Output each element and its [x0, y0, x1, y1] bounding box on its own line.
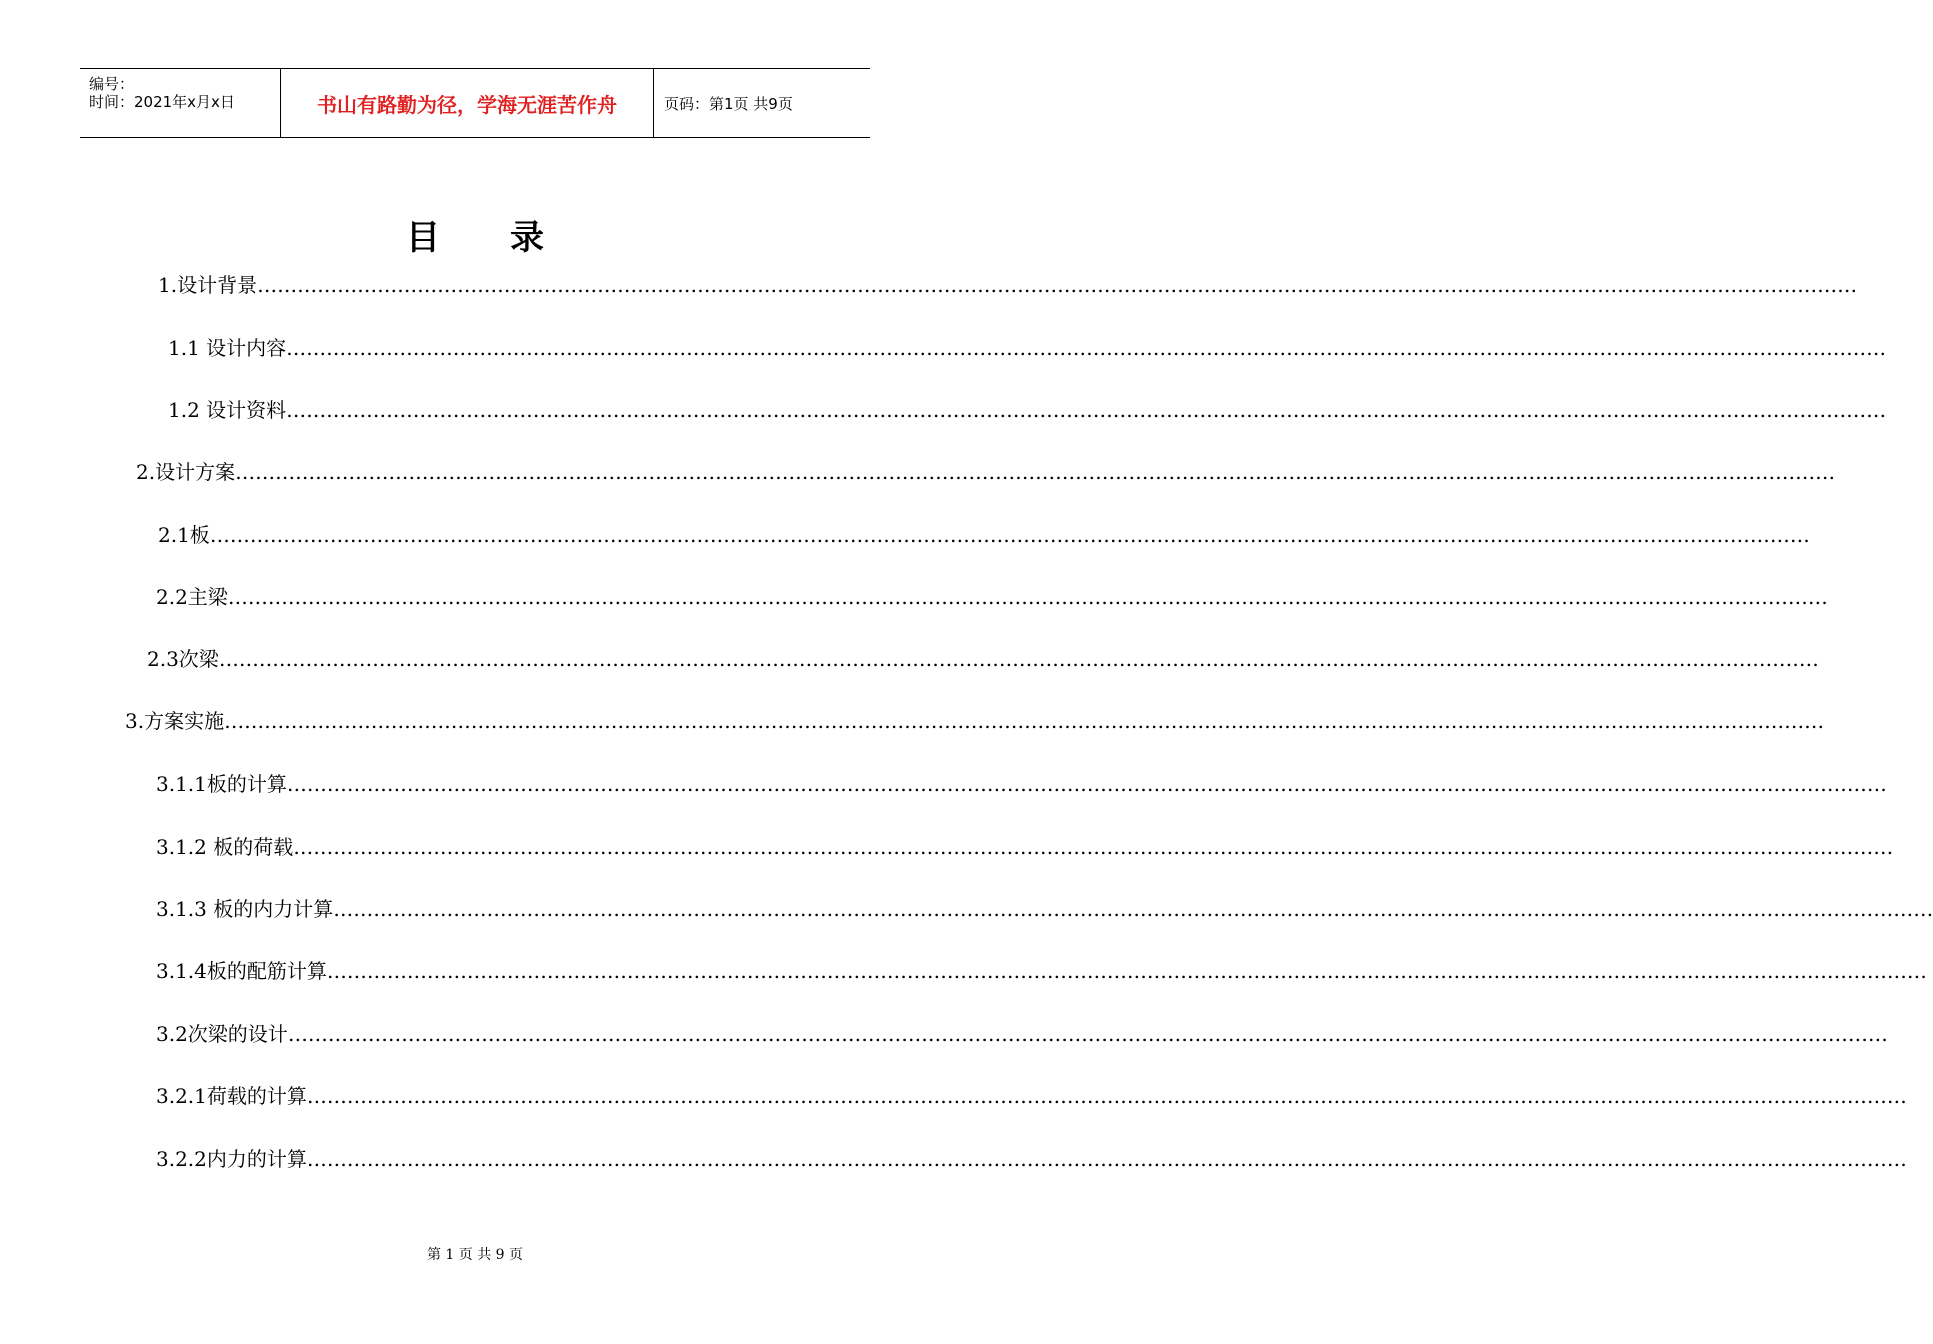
- toc-leader-dots: ……………………………………………………………………………………………………………………………………………………………………………………………………………………: [326, 959, 1927, 983]
- toc-item-label: 3.1.1板的计算: [156, 772, 287, 796]
- toc-title: [0, 210, 950, 259]
- toc-item[interactable]: [147, 644, 1819, 674]
- toc-item-label: 1.2 设计资料: [168, 398, 287, 422]
- toc-leader-dots: ……………………………………………………………………………………………………………………………………………………………………………………………………………………: [333, 897, 1933, 921]
- toc-leader-dots: ……………………………………………………………………………………………………………………………………………………………………………………………………………………: [306, 1084, 1907, 1108]
- toc-item[interactable]: [156, 894, 1933, 924]
- toc-item[interactable]: [156, 582, 1828, 612]
- toc-item[interactable]: [168, 333, 1887, 363]
- time-label: 时间：2021年x月x日: [89, 93, 235, 111]
- toc-item-label: 3.2.1荷载的计算: [156, 1084, 307, 1108]
- toc-item-label: 3.1.2 板的荷载: [156, 835, 294, 859]
- toc-leader-dots: ……………………………………………………………………………………………………………………………………………………………………………………………………………………: [209, 523, 1810, 547]
- toc-leader-dots: ……………………………………………………………………………………………………………………………………………………………………………………………………………………: [286, 336, 1887, 360]
- toc-item[interactable]: [136, 457, 1836, 487]
- toc-item-label: 3.1.4板的配筋计算: [156, 959, 327, 983]
- toc-leader-dots: ……………………………………………………………………………………………………………………………………………………………………………………………………………………: [224, 709, 1825, 733]
- toc-item-label: 3.2.2内力的计算: [156, 1147, 307, 1171]
- toc-item-label: 2.3次梁: [147, 647, 219, 671]
- toc-title-part1: 目: [406, 218, 440, 258]
- toc-item-label: 2.2主梁: [156, 585, 228, 609]
- toc-leader-dots: ……………………………………………………………………………………………………………………………………………………………………………………………………………………: [218, 647, 1819, 671]
- page-footer: 第 1 页 共 9 页: [426, 1247, 524, 1263]
- toc-item[interactable]: [125, 706, 1825, 736]
- toc-item[interactable]: [158, 520, 1810, 550]
- motto: 书山有路勤为径，学海无涯苦作舟: [317, 92, 617, 117]
- toc-item-label: 2.1板: [158, 523, 210, 547]
- toc-item-label: 3.2次梁的设计: [156, 1022, 288, 1046]
- toc-item[interactable]: [156, 956, 1927, 986]
- toc-leader-dots: ……………………………………………………………………………………………………………………………………………………………………………………………………………………: [287, 1022, 1888, 1046]
- toc-item[interactable]: [156, 1081, 1907, 1111]
- toc-item[interactable]: [156, 1144, 1907, 1174]
- header-page-cell: [654, 69, 870, 137]
- toc-leader-dots: ……………………………………………………………………………………………………………………………………………………………………………………………………………………: [235, 460, 1836, 484]
- header-left-cell: [80, 69, 281, 137]
- toc-leader-dots: ……………………………………………………………………………………………………………………………………………………………………………………………………………………: [286, 772, 1887, 796]
- toc-leader-dots: ……………………………………………………………………………………………………………………………………………………………………………………………………………………: [306, 1147, 1907, 1171]
- toc-leader-dots: ……………………………………………………………………………………………………………………………………………………………………………………………………………………: [257, 273, 1858, 297]
- toc-item[interactable]: [156, 769, 1887, 799]
- toc-item-label: 1.设计背景: [158, 273, 258, 297]
- toc-item-label: 2.设计方案: [136, 460, 236, 484]
- header-motto-cell: [281, 69, 654, 137]
- toc-item-label: 1.1 设计内容: [168, 336, 287, 360]
- toc-item[interactable]: [156, 1019, 1888, 1049]
- number-label: 编号：: [89, 75, 135, 93]
- toc-leader-dots: ……………………………………………………………………………………………………………………………………………………………………………………………………………………: [293, 835, 1894, 859]
- toc-leader-dots: ……………………………………………………………………………………………………………………………………………………………………………………………………………………: [286, 398, 1887, 422]
- toc-item-label: 3.1.3 板的内力计算: [156, 897, 334, 921]
- toc-item[interactable]: [158, 270, 1858, 300]
- toc-item[interactable]: [168, 395, 1887, 425]
- document-header: [80, 68, 870, 138]
- toc-leader-dots: ……………………………………………………………………………………………………………………………………………………………………………………………………………………: [227, 585, 1828, 609]
- toc-title-part2: 录: [510, 218, 544, 258]
- page-code: 页码：第1页 共9页: [664, 94, 793, 113]
- toc-item[interactable]: [156, 832, 1894, 862]
- toc-item-label: 3.方案实施: [125, 709, 225, 733]
